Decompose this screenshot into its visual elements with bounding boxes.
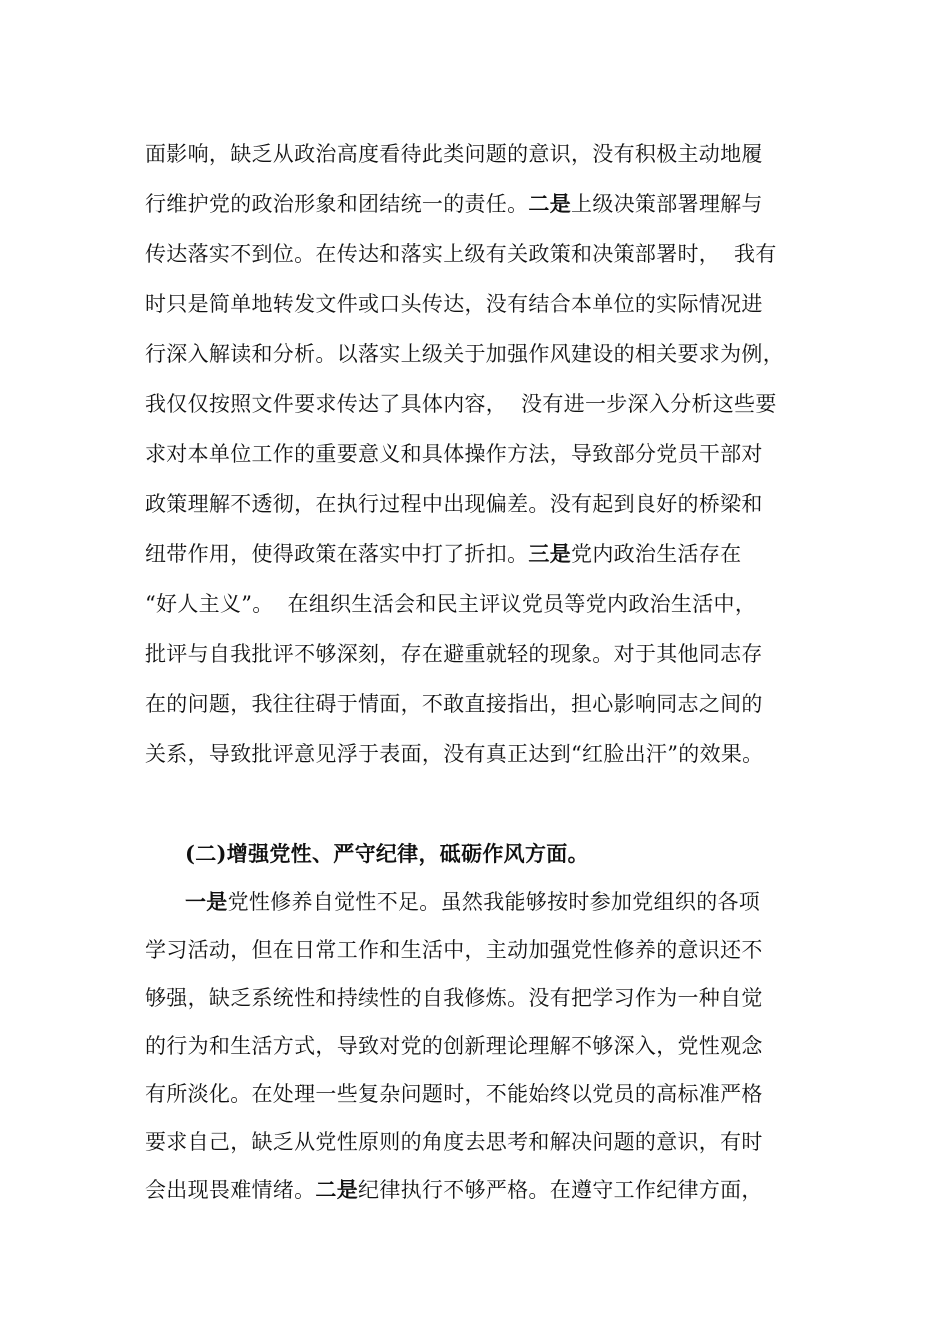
text-line [185, 888, 875, 916]
text-line [145, 290, 835, 318]
text-line [145, 640, 835, 668]
text-span: 在的问题，我往往碍于情面，不敢直接指出，担心影响同志之间的 [145, 692, 763, 716]
text-line [145, 140, 835, 168]
bold-marker: 二是 [315, 1177, 359, 1202]
text-span: 批评与自我批评不够深刻，存在避重就轻的现象。对于其他同志存 [145, 642, 763, 666]
text-span: 政策理解不透彻，在执行过程中出现偏差。没有起到良好的桥梁和 [145, 492, 763, 516]
text-span: 的行为和生活方式，导致对党的创新理论理解不够深入，党性观念 [145, 1034, 763, 1058]
text-span: 纪律执行不够严格。在遵守工作纪律方面， [358, 1178, 763, 1202]
text-span: 党内政治生活存在 [571, 542, 742, 566]
text-span: 行深入解读和分析。以落实上级关于加强作风建设的相关要求为例， [145, 342, 784, 366]
bold-marker: 一是 [185, 889, 228, 914]
text-span: 行维护党的政治形象和团结统一的责任。 [145, 192, 529, 216]
text-line [145, 190, 835, 218]
text-span: 时只是简单地转发文件或口头传达，没有结合本单位的实际情况进 [145, 292, 763, 316]
text-line [145, 1176, 835, 1204]
text-line [145, 240, 835, 268]
text-line [145, 440, 835, 468]
text-span: 上级决策部署理解与 [571, 192, 763, 216]
text-span: 我仅仅按照文件要求传达了具体内容， 没有进一步深入分析这些要 [145, 392, 777, 416]
text-span: “好人主义”。 在组织生活会和民主评议党员等党内政治生活中， [145, 592, 757, 616]
text-line [145, 1080, 835, 1108]
text-span: 党性修养自觉性不足。虽然我能够按时参加党组织的各项 [227, 890, 761, 914]
text-line [145, 690, 835, 718]
bold-marker: 二是 [528, 191, 572, 216]
text-line [145, 590, 835, 618]
text-span: 有所淡化。在处理一些复杂问题时，不能始终以党员的高标准严格 [145, 1082, 763, 1106]
text-line [145, 540, 835, 568]
text-line [145, 490, 835, 518]
text-span: 关系，导致批评意见浮于表面，没有真正达到“红脸出汗”的效果。 [145, 742, 764, 766]
text-span: 纽带作用，使得政策在落实中打了折扣。 [145, 542, 529, 566]
text-span: 够强，缺乏系统性和持续性的自我修炼。没有把学习作为一种自觉 [145, 986, 763, 1010]
text-span: 传达落实不到位。在传达和落实上级有关政策和决策部署时， 我有 [145, 242, 777, 266]
text-span: 会出现畏难情绪。 [145, 1178, 316, 1202]
text-line [145, 740, 835, 768]
text-line [145, 390, 835, 418]
text-line [145, 936, 835, 964]
text-line [145, 1032, 835, 1060]
text-line [145, 340, 835, 368]
section-heading [185, 840, 875, 868]
text-line [145, 984, 835, 1012]
text-span: 学习活动，但在日常工作和生活中，主动加强党性修养的意识还不 [145, 938, 763, 962]
text-span: 求对本单位工作的重要意义和具体操作方法，导致部分党员干部对 [145, 442, 763, 466]
heading-text: (二)增强党性、严守纪律，砥砺作风方面。 [185, 841, 589, 866]
text-line [145, 1128, 835, 1156]
text-span: 要求自己，缺乏从党性原则的角度去思考和解决问题的意识，有时 [145, 1130, 763, 1154]
text-span: 面影响，缺乏从政治高度看待此类问题的意识，没有积极主动地履 [145, 142, 763, 166]
bold-marker: 三是 [528, 541, 572, 566]
